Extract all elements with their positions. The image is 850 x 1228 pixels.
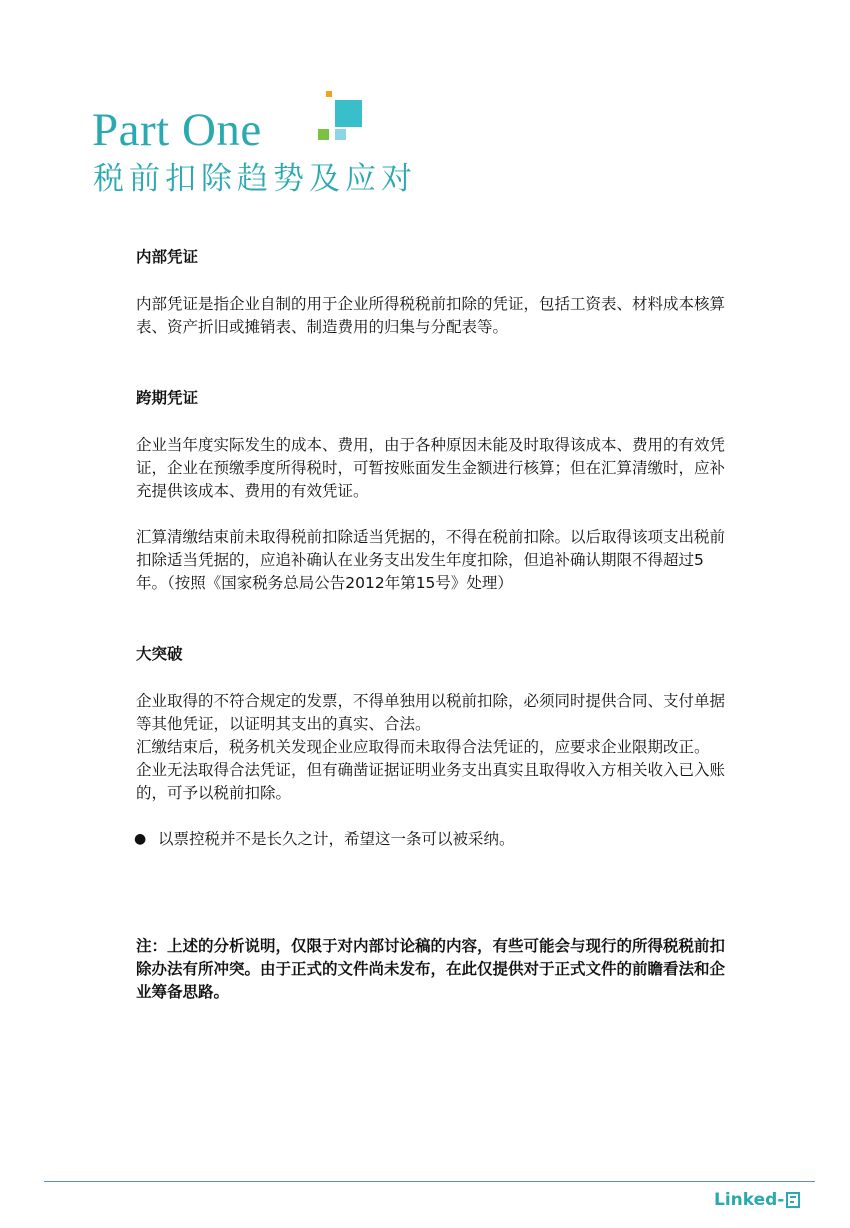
decorative-square-orange	[326, 91, 332, 97]
section-heading-cross-period-voucher: 跨期凭证	[136, 389, 199, 407]
section-paragraph: 企业当年度实际发生的成本、费用，由于各种原因未能及时取得该成本、费用的有效凭证，企业在预缴季度所得税时，可暂按账面发生金额进行核算；但在汇算清缴时，应补充提供该成本、费用的有效凭证。	[136, 436, 726, 500]
decorative-square-green	[318, 129, 329, 140]
main-content	[136, 246, 726, 851]
logo-text: Linked-	[714, 1190, 785, 1210]
section-paragraph: 汇算清缴结束前未取得税前扣除适当凭据的，不得在税前扣除。以后取得该项支出税前扣除适当凭据的，应追补确认在业务支出发生年度扣除，但追补确认期限不得超过5年。（按照《国家税务总局公告2012年第15号》处理）	[136, 528, 726, 592]
decorative-square-light-blue	[335, 129, 346, 140]
part-title: Part One	[92, 104, 262, 156]
decorative-square-teal	[335, 100, 362, 127]
bullet-text: 以票控税并不是长久之计，希望这一条可以被采纳。	[158, 830, 515, 848]
footer-divider	[44, 1181, 815, 1182]
section-heading-internal-voucher: 内部凭证	[136, 248, 199, 266]
section-paragraph: 内部凭证是指企业自制的用于企业所得税税前扣除的凭证，包括工资表、材料成本核算表、资产折旧或摊销表、制造费用的归集与分配表等。	[136, 295, 726, 336]
part-subtitle: 税前扣除趋势及应对	[93, 161, 417, 197]
footer-logo	[714, 1188, 800, 1212]
logo-f-icon	[786, 1192, 800, 1208]
section-heading-breakthrough: 大突破	[136, 645, 183, 663]
section-line: 企业取得的不符合规定的发票，不得单独用以税前扣除，必须同时提供合同、支付单据等其他凭证，以证明其支出的真实、合法。	[136, 692, 726, 733]
disclaimer-note: 注：上述的分析说明，仅限于对内部讨论稿的内容，有些可能会与现行的所得税税前扣除办法有所冲突。由于正式的文件尚未发布，在此仅提供对于正式文件的前瞻看法和企业筹备思路。	[136, 937, 726, 1001]
section-line: 企业无法取得合法凭证，但有确凿证据证明业务支出真实且取得收入方相关收入已入账的，可予以税前扣除。	[136, 761, 726, 802]
bullet-item	[134, 828, 726, 851]
section-line: 汇缴结束后，税务机关发现企业应取得而未取得合法凭证的，应要求企业限期改正。	[136, 738, 710, 756]
bullet-icon: ●	[134, 831, 147, 847]
